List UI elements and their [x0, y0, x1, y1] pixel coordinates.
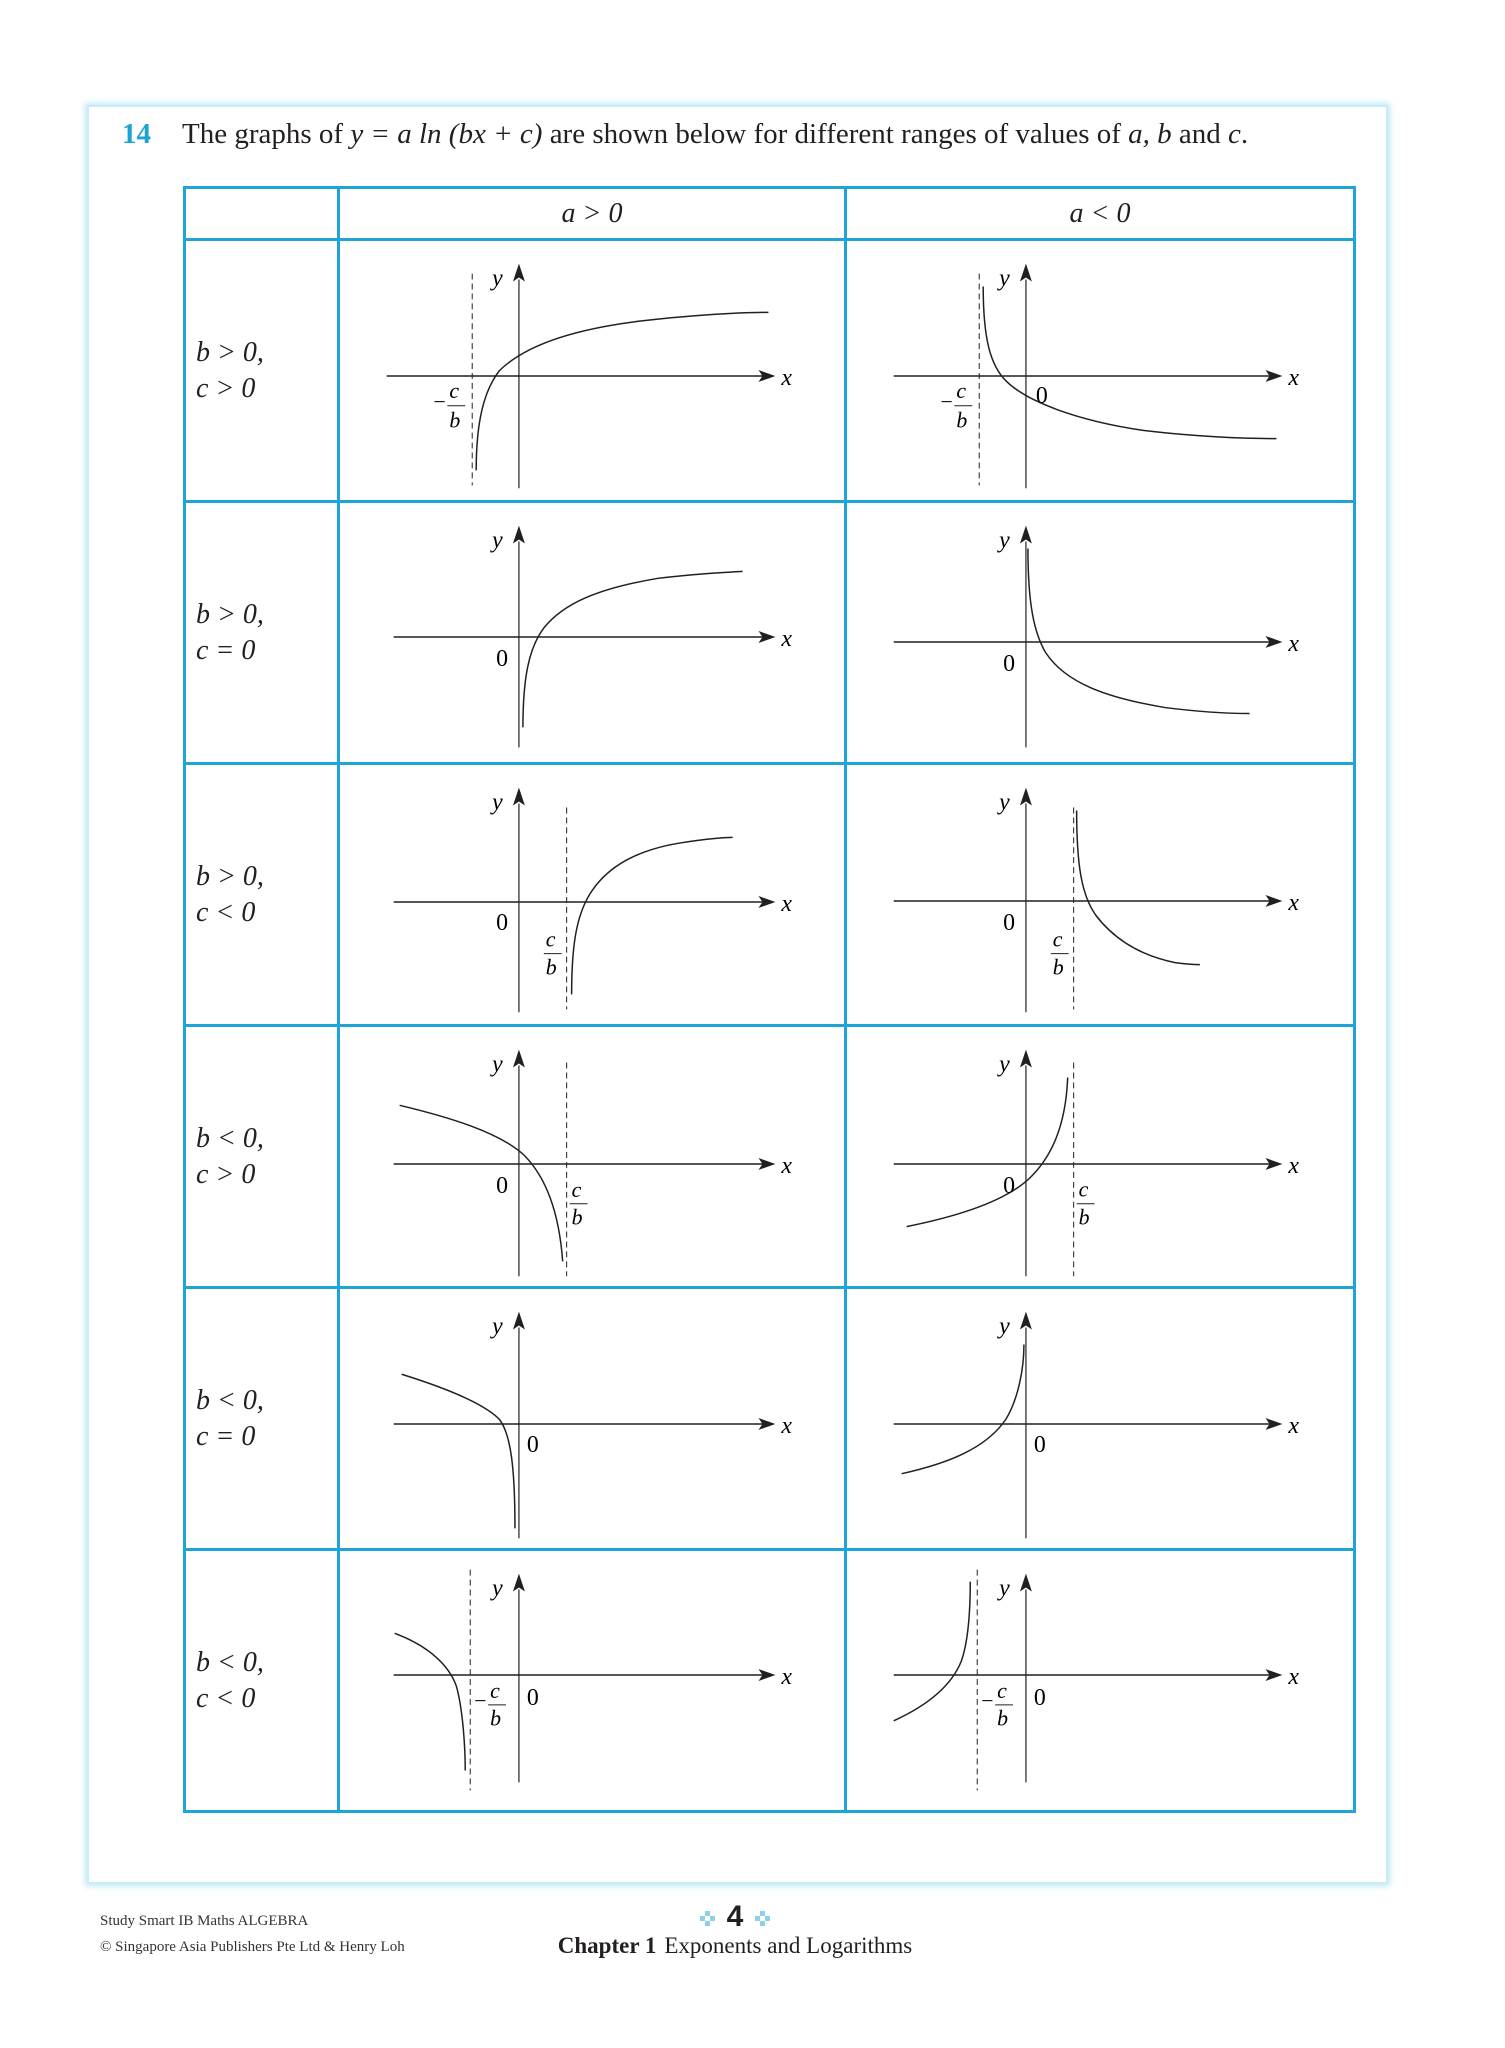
- table-row: [185, 764, 1355, 1026]
- svg-text:x: x: [1288, 1412, 1299, 1439]
- svg-text:y: y: [999, 1313, 1010, 1340]
- book-title: Study Smart IB Maths ALGEBRA: [100, 1913, 309, 1929]
- graph-a-neg-b-pos-c-pos: [846, 240, 1355, 502]
- y-arrow-icon: [1020, 1312, 1032, 1330]
- svg-text:b: b: [1052, 955, 1064, 980]
- y-arrow-icon: [1020, 1574, 1032, 1592]
- graph-figure: [847, 503, 1353, 762]
- y-arrow-icon: [513, 526, 525, 544]
- svg-text:x: x: [781, 1412, 792, 1439]
- graph-figure: [340, 1027, 844, 1286]
- graph-a-pos-b-neg-c-neg: [339, 1550, 846, 1812]
- header-row: [185, 188, 1355, 240]
- condition-cell: b < 0, c > 0: [185, 1026, 339, 1288]
- graph-figure: [340, 241, 844, 500]
- svg-text:c: c: [1052, 927, 1063, 952]
- svg-text:b: b: [571, 1205, 583, 1230]
- condition-cell: b < 0, c < 0: [185, 1550, 339, 1812]
- y-arrow-icon: [1020, 1050, 1032, 1068]
- svg-text:c: c: [545, 927, 556, 952]
- svg-text:0: 0: [1003, 909, 1015, 936]
- condition-cell: b > 0, c > 0: [185, 240, 339, 502]
- graph-figure: [340, 1289, 844, 1548]
- svg-text:x: x: [1288, 630, 1299, 657]
- svg-text:b: b: [490, 1706, 502, 1731]
- graph-figure: [847, 1551, 1353, 1810]
- condition-cell: b < 0, c = 0: [185, 1288, 339, 1550]
- svg-text:y: y: [999, 1051, 1010, 1078]
- svg-text:0: 0: [1003, 1172, 1015, 1199]
- y-arrow-icon: [1020, 788, 1032, 806]
- y-arrow-icon: [1020, 264, 1032, 282]
- graph-a-neg-b-neg-c-neg: [846, 1550, 1355, 1812]
- table-row: [185, 1288, 1355, 1550]
- graph-a-pos-b-pos-c-pos: [339, 240, 846, 502]
- question-number: 14: [122, 118, 151, 150]
- condition-cell: b > 0, c < 0: [185, 764, 339, 1026]
- svg-text:x: x: [781, 364, 792, 391]
- graph-a-neg-b-neg-c-zero: [846, 1288, 1355, 1550]
- graph-a-neg-b-neg-c-pos: [846, 1026, 1355, 1288]
- svg-text:c: c: [449, 378, 460, 403]
- svg-text:x: x: [781, 1152, 792, 1179]
- graph-a-pos-b-pos-c-neg: [339, 764, 846, 1026]
- svg-text:y: y: [999, 1575, 1010, 1602]
- svg-text:−: −: [474, 1688, 487, 1713]
- svg-text:0: 0: [1035, 382, 1048, 409]
- graph-a-pos-b-neg-c-pos: [339, 1026, 846, 1288]
- svg-text:y: y: [492, 265, 503, 292]
- svg-text:b: b: [997, 1706, 1009, 1731]
- svg-text:b: b: [449, 408, 461, 433]
- table-row: [185, 240, 1355, 502]
- y-arrow-icon: [513, 788, 525, 806]
- svg-text:y: y: [999, 789, 1010, 816]
- header-a-negative: a < 0: [846, 188, 1355, 240]
- svg-text:b: b: [545, 955, 557, 980]
- svg-text:−: −: [981, 1688, 994, 1713]
- decoration-icon: [700, 1911, 715, 1926]
- svg-text:x: x: [1288, 1152, 1299, 1179]
- graph-a-pos-b-pos-c-zero: [339, 502, 846, 764]
- table-row: [185, 502, 1355, 764]
- svg-text:0: 0: [496, 645, 508, 672]
- svg-text:y: y: [999, 527, 1010, 554]
- svg-text:c: c: [1078, 1177, 1089, 1202]
- graph-figure: [847, 241, 1353, 500]
- y-arrow-icon: [513, 1050, 525, 1068]
- svg-text:c: c: [571, 1177, 582, 1202]
- svg-text:y: y: [492, 789, 503, 816]
- svg-text:x: x: [1288, 364, 1299, 391]
- svg-text:y: y: [492, 1313, 503, 1340]
- svg-text:0: 0: [526, 1684, 539, 1711]
- graph-table: [183, 186, 1356, 1813]
- y-arrow-icon: [513, 264, 525, 282]
- svg-text:0: 0: [496, 909, 508, 936]
- y-arrow-icon: [513, 1574, 525, 1592]
- table-row: [185, 1550, 1355, 1812]
- copyright: © Singapore Asia Publishers Pte Ltd & Henry Loh: [100, 1939, 405, 1955]
- svg-text:c: c: [997, 1678, 1007, 1703]
- svg-text:y: y: [492, 1051, 503, 1078]
- svg-text:x: x: [781, 890, 792, 917]
- equation: y = a ln (bx + c): [350, 118, 543, 150]
- svg-text:b: b: [1078, 1205, 1090, 1230]
- svg-text:y: y: [492, 527, 503, 554]
- svg-text:−: −: [433, 389, 446, 414]
- decoration-icon: [755, 1911, 770, 1926]
- question-text: The graphs of y = a ln (bx + c) are shown below for different ranges of values of a, b and c.: [182, 118, 1249, 150]
- svg-text:x: x: [781, 625, 792, 652]
- table-row: [185, 1026, 1355, 1288]
- chapter-title: Chapter 1 Exponents and Logarithms: [557, 1933, 913, 1958]
- svg-text:c: c: [956, 378, 967, 403]
- y-arrow-icon: [1020, 526, 1032, 544]
- svg-text:c: c: [490, 1678, 500, 1703]
- svg-text:−: −: [940, 389, 953, 414]
- graph-figure: [340, 1551, 844, 1810]
- svg-text:b: b: [956, 408, 968, 433]
- header-blank: [185, 188, 339, 240]
- y-arrow-icon: [513, 1312, 525, 1330]
- graph-figure: [847, 765, 1353, 1024]
- svg-text:0: 0: [1003, 650, 1015, 677]
- graph-figure: [847, 1289, 1353, 1548]
- page-number: 4: [0, 1900, 1470, 1934]
- svg-text:0: 0: [1033, 1684, 1046, 1711]
- svg-text:y: y: [492, 1575, 503, 1602]
- condition-cell: b > 0, c = 0: [185, 502, 339, 764]
- graph-figure: [340, 503, 844, 762]
- svg-text:y: y: [999, 265, 1010, 292]
- graph-figure: [847, 1027, 1353, 1286]
- graph-figure: [340, 765, 844, 1024]
- svg-text:x: x: [1288, 889, 1299, 916]
- graph-a-pos-b-neg-c-zero: [339, 1288, 846, 1550]
- graph-a-neg-b-pos-c-zero: [846, 502, 1355, 764]
- svg-text:0: 0: [526, 1431, 539, 1458]
- svg-text:x: x: [1288, 1663, 1299, 1690]
- graph-a-neg-b-pos-c-neg: [846, 764, 1355, 1026]
- svg-text:x: x: [781, 1663, 792, 1690]
- svg-text:0: 0: [496, 1172, 508, 1199]
- header-a-positive: a > 0: [339, 188, 846, 240]
- svg-text:0: 0: [1033, 1431, 1046, 1458]
